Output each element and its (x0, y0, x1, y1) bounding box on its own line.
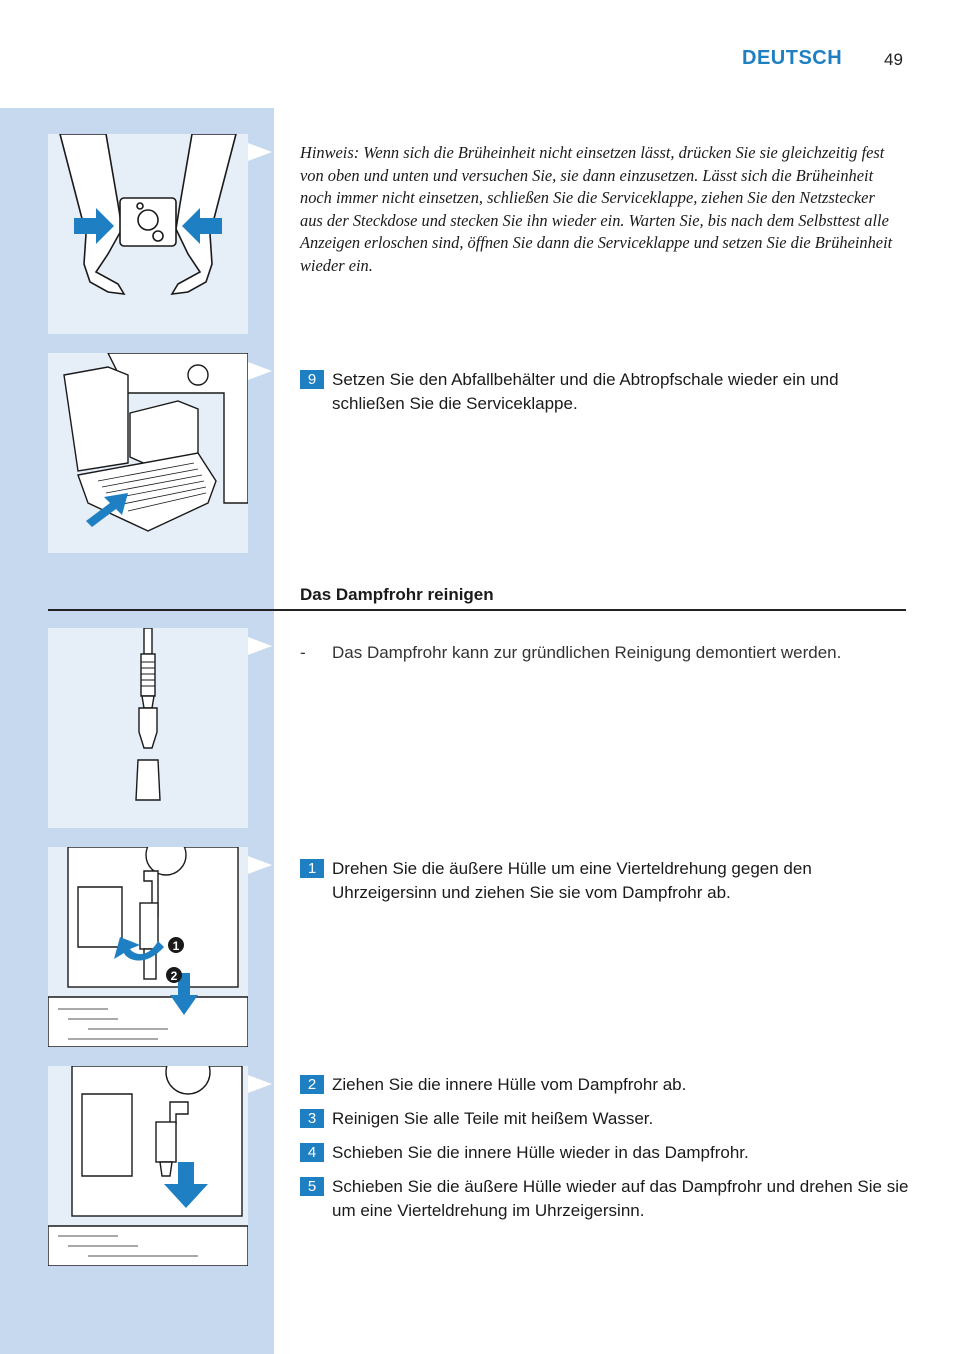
bullet-item (300, 641, 910, 664)
bullet-text: Das Dampfrohr kann zur gründlichen Reinigung demontiert werden. (332, 643, 842, 662)
page-number: 49 (884, 50, 903, 69)
step-5 (300, 1175, 910, 1222)
figure-brewing-unit-hands (48, 134, 248, 334)
step-text: Setzen Sie den Abfallbehälter und die Abtropfschale wieder ein und schließen Sie die Serviceklappe. (332, 370, 839, 413)
step-1 (300, 857, 910, 904)
step-text: Reinigen Sie alle Teile mit heißem Wasser. (332, 1109, 654, 1128)
step-number-badge: 2 (300, 1075, 324, 1094)
figure-steam-pipe-parts (48, 628, 248, 828)
section-title: Das Dampfrohr reinigen (300, 585, 494, 604)
note-text: Hinweis: Wenn sich die Brüheinheit nicht einsetzen lässt, drücken Sie sie gleichzeitig fest von oben und unten und versuchen Sie, sie dann einzusetzen. Lässt sich die Brüheinheit noch immer nicht einsetzen, schließen Sie die Serviceklappe, ziehen Sie den Netzstecker aus der Steckdose und stecken Sie ihn wieder ein. Warten Sie, bis nach dem Selbsttest alle Anzeigen erloschen sind, öffnen Sie dann die Serviceklappe und setzen Sie die Brüheinheit wieder ein. (300, 143, 893, 275)
step-number-badge: 4 (300, 1143, 324, 1162)
step-number-badge: 9 (300, 370, 324, 389)
figure-pull-inner-sleeve (48, 1066, 248, 1266)
step-text: Drehen Sie die äußere Hülle um eine Vierteldrehung gegen den Uhrzeigersinn und ziehen Sie sie vom Dampfrohr ab. (332, 859, 812, 902)
step-4 (300, 1141, 910, 1165)
figure-pointer (248, 362, 272, 380)
marker-2: 2 (170, 969, 178, 983)
step-text: Schieben Sie die innere Hülle wieder in das Dampfrohr. (332, 1143, 749, 1162)
step-number-badge: 1 (300, 859, 324, 878)
language-label: DEUTSCH (742, 47, 843, 69)
step-9 (300, 368, 910, 415)
figure-drip-tray (48, 353, 248, 553)
figure-turn-outer-sleeve (48, 847, 248, 1047)
marker-1: 1 (172, 939, 180, 953)
step-number-badge: 3 (300, 1109, 324, 1128)
step-2 (300, 1073, 910, 1097)
figure-pointer (248, 637, 272, 655)
figure-pointer (248, 143, 272, 161)
figure-pointer (248, 856, 272, 874)
step-text: Schieben Sie die äußere Hülle wieder auf das Dampfrohr und drehen Sie sie um eine Vierteldrehung im Uhrzeigersinn. (332, 1177, 909, 1220)
step-3 (300, 1107, 910, 1131)
bullet-dash: - (300, 643, 306, 662)
figure-pointer (248, 1075, 272, 1093)
step-number-badge: 5 (300, 1177, 324, 1196)
step-text: Ziehen Sie die innere Hülle vom Dampfrohr ab. (332, 1075, 687, 1094)
section-divider (48, 609, 906, 611)
